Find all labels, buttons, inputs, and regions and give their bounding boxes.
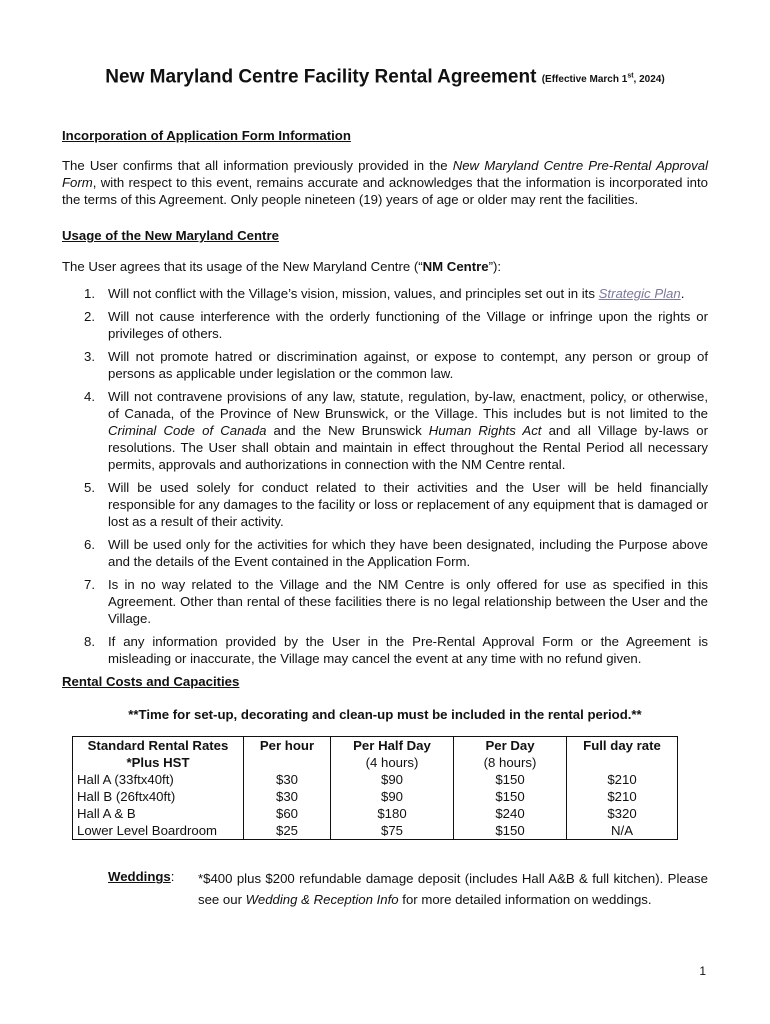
table-cell: $210 xyxy=(567,771,678,788)
table-row xyxy=(73,788,678,805)
table-row xyxy=(73,771,678,788)
table-cell: $90 xyxy=(331,788,454,805)
table-cell: $150 xyxy=(454,771,567,788)
header-per-day: Per Day (8 hours) xyxy=(454,737,567,772)
table-cell: Lower Level Boardroom xyxy=(73,822,244,840)
document-title xyxy=(62,64,708,93)
table-cell: $240 xyxy=(454,805,567,822)
effective-date: (Effective March 1st, 2024) xyxy=(541,73,665,86)
weddings-section xyxy=(62,868,708,910)
table-cell: $180 xyxy=(331,805,454,822)
table-cell: N/A xyxy=(567,822,678,840)
table-cell: $150 xyxy=(454,788,567,805)
document-page xyxy=(62,60,708,910)
page-number: 1 xyxy=(699,964,706,978)
usage-list xyxy=(62,285,708,667)
usage-intro: The User agrees that its usage of the New Maryland Centre (“NM Centre”): xyxy=(62,259,502,275)
header-half-day: Per Half Day (4 hours) xyxy=(331,737,454,772)
list-item: 3. Will not promote hatred or discrimination against, or expose to contempt, any person or group of persons as applicable under legislation or the common law. xyxy=(84,349,708,382)
header-rates: Standard Rental Rates *Plus HST xyxy=(73,737,244,772)
header-per-hour: Per hour xyxy=(244,737,331,772)
table-cell: $90 xyxy=(331,771,454,788)
header-full-day: Full day rate xyxy=(567,737,678,772)
table-cell: Hall B (26ftx40ft) xyxy=(73,788,244,805)
list-item: 1. Will not conflict with the Village’s vision, mission, values, and principles set out in its Strategic Plan. xyxy=(84,286,685,302)
incorporation-heading: Incorporation of Application Form Information xyxy=(62,128,351,144)
table-cell: $60 xyxy=(244,805,331,822)
incorporation-paragraph: The User confirms that all information previously provided in the New Maryland Centre Pre-Rental Approval Form, with respect to this event, remains accurate and acknowledges that the information is incorporated into the terms of this Agreement. Only people nineteen (19) years of age or older may rent the facilities. xyxy=(62,158,709,208)
weddings-text: *$400 plus $200 refundable damage deposit (includes Hall A&B & full kitchen). Please see our Wedding & Reception Info for more detailed information on weddings. xyxy=(198,871,708,908)
table-cell: $25 xyxy=(244,822,331,840)
list-item: 7. Is in no way related to the Village and the NM Centre is only offered for use as specified in this Agreement. Other than rental of these facilities there is no legal relationship between the User and the Village. xyxy=(84,577,708,627)
rental-rates-table xyxy=(72,736,678,840)
list-item: 5. Will be used solely for conduct related to their activities and the User will be held financially responsible for any damages to the facility or loss or replacement of any equipment that is damaged or lost as a result of their activity. xyxy=(84,480,708,530)
table-cell: $320 xyxy=(567,805,678,822)
costs-heading: Rental Costs and Capacities xyxy=(62,674,240,690)
usage-heading: Usage of the New Maryland Centre xyxy=(62,228,279,244)
list-item: 8. If any information provided by the User in the Pre-Rental Approval Form or the Agreement is misleading or inaccurate, the Village may cancel the event at any time with no refund given. xyxy=(84,634,708,667)
table-cell: $210 xyxy=(567,788,678,805)
list-item: 4. Will not contravene provisions of any law, statute, regulation, by-law, enactment, policy, or otherwise, of Canada, of the Province of New Brunswick, or the Village. This includes but is not limited to the Criminal Code of Canada and the New Brunswick Human Rights Act and all Village by-laws or resolutions. The User shall obtain and maintain in effect throughout the Rental Period all necessary permits, approvals and authorizations in connection with the NM Centre rental. xyxy=(84,389,708,473)
table-cell: Hall A (33ftx40ft) xyxy=(73,771,244,788)
table-cell: $30 xyxy=(244,771,331,788)
table-header-row xyxy=(73,737,678,772)
table-cell: $75 xyxy=(331,822,454,840)
strategic-plan-link[interactable]: Strategic Plan xyxy=(598,286,681,302)
table-cell: $30 xyxy=(244,788,331,805)
title-text: New Maryland Centre Facility Rental Agreement xyxy=(105,66,537,88)
table-row xyxy=(73,822,678,840)
list-item: 6. Will be used only for the activities for which they have been designated, including the Purpose above and the details of the Event contained in the Application Form. xyxy=(84,537,708,570)
setup-time-note: **Time for set-up, decorating and clean-up must be included in the rental period.** xyxy=(128,707,642,723)
table-cell: Hall A & B xyxy=(73,805,244,822)
table-cell: $150 xyxy=(454,822,567,840)
list-item: 2. Will not cause interference with the orderly functioning of the Village or infringe upon the rights or privileges of others. xyxy=(84,309,708,342)
weddings-label: Weddings: xyxy=(108,869,175,885)
table-row xyxy=(73,805,678,822)
